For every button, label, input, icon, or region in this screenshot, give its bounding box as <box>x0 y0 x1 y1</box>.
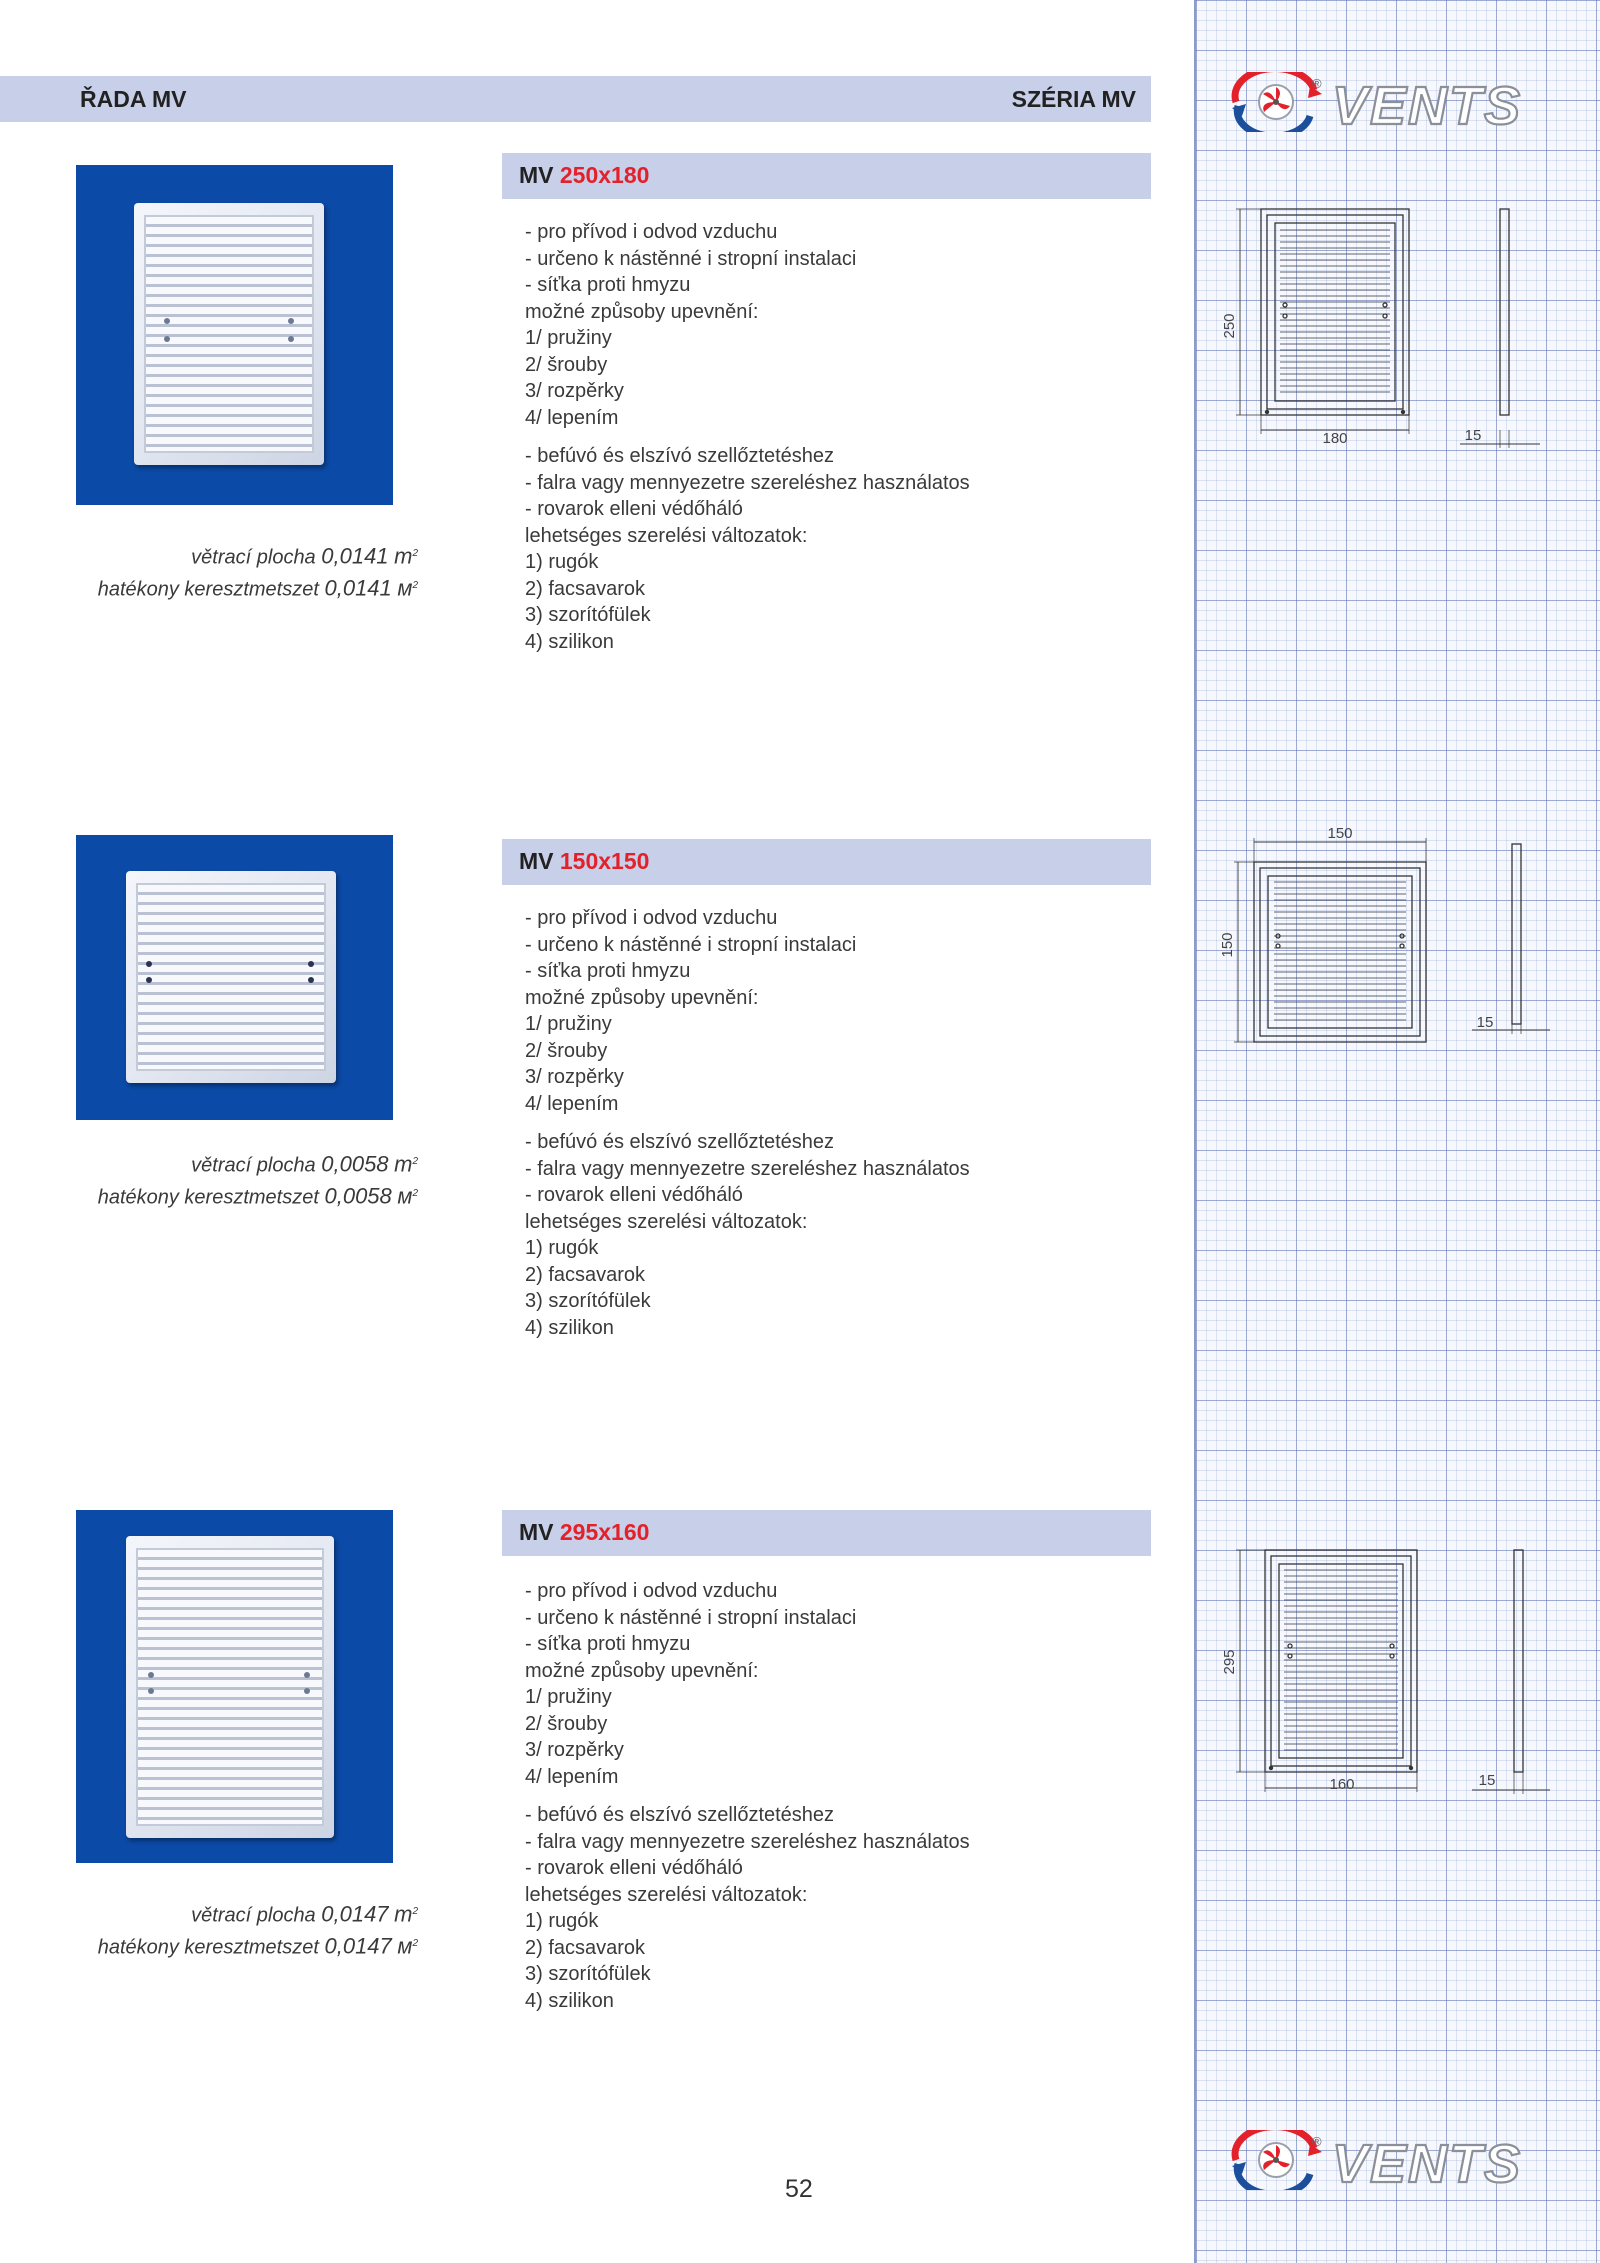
dimension-depth: 15 <box>1464 427 1482 444</box>
fan-logo-icon <box>1232 72 1322 132</box>
grille-slats <box>1280 230 1390 392</box>
ventilation-area: větrací plocha 0,0141 $m^2$ hatékony keresztmetszet 0,0141 $м^2$ <box>97 543 418 601</box>
technical-drawing <box>1210 818 1550 1043</box>
model-name: MV <box>519 162 554 188</box>
registered-mark: ® <box>1312 76 1322 91</box>
dimension-height: 250 <box>1221 313 1238 339</box>
ventilation-area: větrací plocha 0,0147 $m^2$ hatékony keresztmetszet 0,0147 $м^2$ <box>97 1901 418 1959</box>
technical-drawing <box>1210 200 1550 460</box>
fan-logo-icon <box>1232 2130 1322 2190</box>
grille-image <box>134 203 324 465</box>
product-title-bar <box>502 153 1151 199</box>
grid-divider <box>1194 0 1196 2263</box>
logo-text: VENTS <box>1332 2134 1523 2190</box>
ventilation-area: větrací plocha 0,0058 $m^2$ hatékony keresztmetszet 0,0058 $м^2$ <box>97 1151 418 1209</box>
product-title-bar <box>502 1510 1151 1556</box>
model-name: MV <box>519 1519 554 1545</box>
registered-mark: ® <box>1312 2134 1322 2149</box>
dimension-depth: 15 <box>1476 1014 1494 1031</box>
grille-slats <box>1284 1570 1398 1750</box>
model-size: 295x160 <box>559 1519 650 1545</box>
technical-drawing <box>1210 1540 1550 1800</box>
product-title-bar <box>502 839 1151 885</box>
dimension-width: 160 <box>1329 1776 1355 1793</box>
logo-text: VENTS <box>1332 76 1523 132</box>
product-photo <box>76 165 393 505</box>
description-cz: - pro přívod i odvod vzduchu - určeno k nástěnné i stropní instalaci - síťka proti hmyzu možné způsoby upevnění: 1/ pružiny 2/ šrouby 3/ rozpěrky 4/ lepením - befúvó és elszívó szellőztetéshez - falra vagy mennyezetre szereléshez használatos - rovarok elleni védőháló lehetséges szerelési változatok: 1) rugók 2) facsavarok 3) szorítófülek 4) szilikon <box>525 221 970 653</box>
grille-image <box>126 871 336 1083</box>
model-size: 150x150 <box>559 848 650 874</box>
dimension-height: 150 <box>1219 932 1236 958</box>
description-cz: - pro přívod i odvod vzduchu - určeno k nástěnné i stropní instalaci - síťka proti hmyzu možné způsoby upevnění: 1/ pružiny 2/ šrouby 3/ rozpěrky 4/ lepením - befúvó és elszívó szellőztetéshez - falra vagy mennyezetre szereléshez használatos - rovarok elleni védőháló lehetséges szerelési változatok: 1) rugók 2) facsavarok 3) szorítófülek 4) szilikon <box>525 1580 970 2012</box>
product-photo <box>76 1510 393 1863</box>
page-number: 52 <box>785 2175 813 2203</box>
series-title-cz: ŘADA MV <box>80 86 187 112</box>
dimension-width: 180 <box>1322 430 1348 447</box>
model-name: MV <box>519 848 554 874</box>
description-cz: - pro přívod i odvod vzduchu - určeno k nástěnné i stropní instalaci - síťka proti hmyzu možné způsoby upevnění: 1/ pružiny 2/ šrouby 3/ rozpěrky 4/ lepením - befúvó és elszívó szellőztetéshez - falra vagy mennyezetre szereléshez használatos - rovarok elleni védőháló lehetséges szerelési változatok: 1) rugók 2) facsavarok 3) szorítófülek 4) szilikon <box>525 907 970 1339</box>
dimension-width: 150 <box>1327 825 1353 842</box>
grille-image <box>126 1536 334 1838</box>
vents-logo-footer <box>1228 2130 1568 2190</box>
grille-slats <box>1274 882 1406 1020</box>
product-photo <box>76 835 393 1120</box>
series-title-hu: SZÉRIA MV <box>1011 86 1136 112</box>
vents-logo <box>1228 72 1568 132</box>
dimension-depth: 15 <box>1478 1772 1496 1789</box>
dimension-height: 295 <box>1221 1649 1238 1675</box>
model-size: 250x180 <box>559 162 650 188</box>
